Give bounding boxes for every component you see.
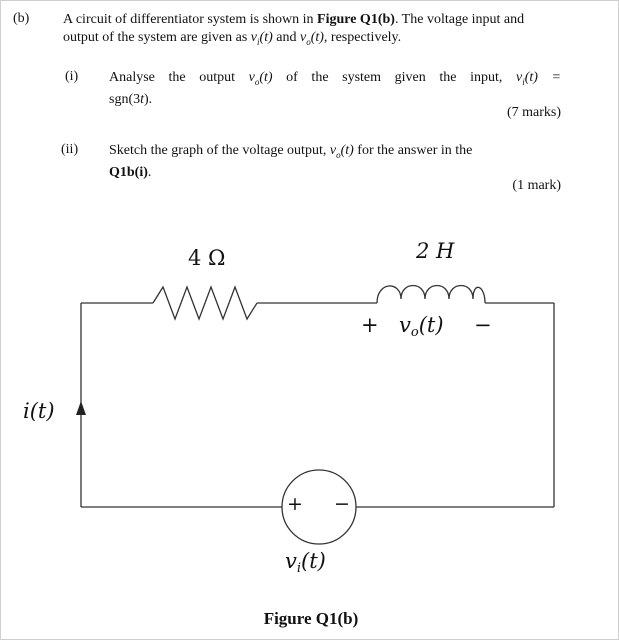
sub-ii-t: (t)	[340, 143, 354, 158]
output-v: v	[399, 313, 411, 337]
resistor-symbol	[153, 287, 257, 319]
source-plus: +	[287, 493, 303, 515]
sub-i-label: (i)	[65, 69, 79, 84]
source-v: v	[285, 549, 297, 573]
current-arrow-icon	[76, 401, 86, 415]
part-label: (b)	[13, 11, 30, 26]
sub-i-text-3: sgn(3	[109, 91, 141, 107]
inductor-symbol	[377, 286, 485, 304]
source-voltage-label	[285, 549, 326, 576]
intro-and: and	[272, 30, 300, 45]
sub-ii-text-4: .	[147, 164, 152, 180]
sub-i-vi: v	[515, 70, 523, 85]
output-v-sub: o	[410, 325, 419, 341]
sub-i-marks: (7 marks)	[506, 105, 561, 120]
intro-text-1: A circuit of differentiator system is shown in	[63, 12, 318, 27]
source-t: (t)	[301, 549, 326, 573]
sub-ii-marks: (1 mark)	[512, 178, 561, 193]
current-label: i(t)	[23, 399, 55, 423]
sub-i-t3: t	[140, 91, 145, 107]
sub-i-text-1: Analyse the output	[109, 70, 249, 85]
intro-t2: (t)	[310, 30, 324, 45]
source-minus: −	[334, 493, 350, 515]
intro-end: , respectively.	[323, 30, 402, 45]
source-v-sub: i	[296, 561, 302, 577]
sub-i-vo: v	[248, 70, 255, 85]
sub-ii-label: (ii)	[61, 142, 79, 157]
intro-text-2: . The voltage input and output of the system are given as	[63, 12, 525, 45]
sub-i-text-2: of the system given the input,	[272, 70, 516, 85]
sub-ii-vo: v	[329, 143, 337, 158]
sub-ii-text-2: for the answer in the	[353, 143, 473, 158]
intro-vo: v	[299, 30, 307, 45]
sub-i-text-4: ).	[144, 91, 153, 107]
sub-i-t2: (t) =	[524, 70, 561, 85]
sub-ii-text-1: Sketch the graph of the voltage output,	[109, 143, 330, 158]
sub-ii-text-3: Q1b(i)	[109, 164, 148, 180]
sub-i-vo-sub: o	[254, 76, 260, 87]
sub-i-t: (t)	[259, 70, 273, 85]
output-minus: −	[474, 313, 492, 337]
output-t: (t)	[418, 313, 444, 337]
output-voltage-label	[399, 313, 444, 340]
intro-vi: v	[250, 30, 258, 45]
figure-caption: Figure Q1(b)	[263, 609, 359, 628]
sub-i-vi-sub: i	[522, 76, 525, 87]
output-plus: +	[361, 313, 379, 337]
circuit-diagram	[1, 1, 619, 641]
resistor-label: 4 Ω	[188, 246, 226, 270]
intro-vo-sub: o	[306, 36, 311, 47]
intro-t1: (t)	[259, 30, 273, 45]
inductor-label: 2 H	[416, 239, 455, 263]
intro-figure-ref: Figure Q1(b)	[317, 12, 395, 27]
intro-vi-sub: i	[257, 36, 260, 47]
sub-ii-vo-sub: o	[336, 149, 341, 160]
